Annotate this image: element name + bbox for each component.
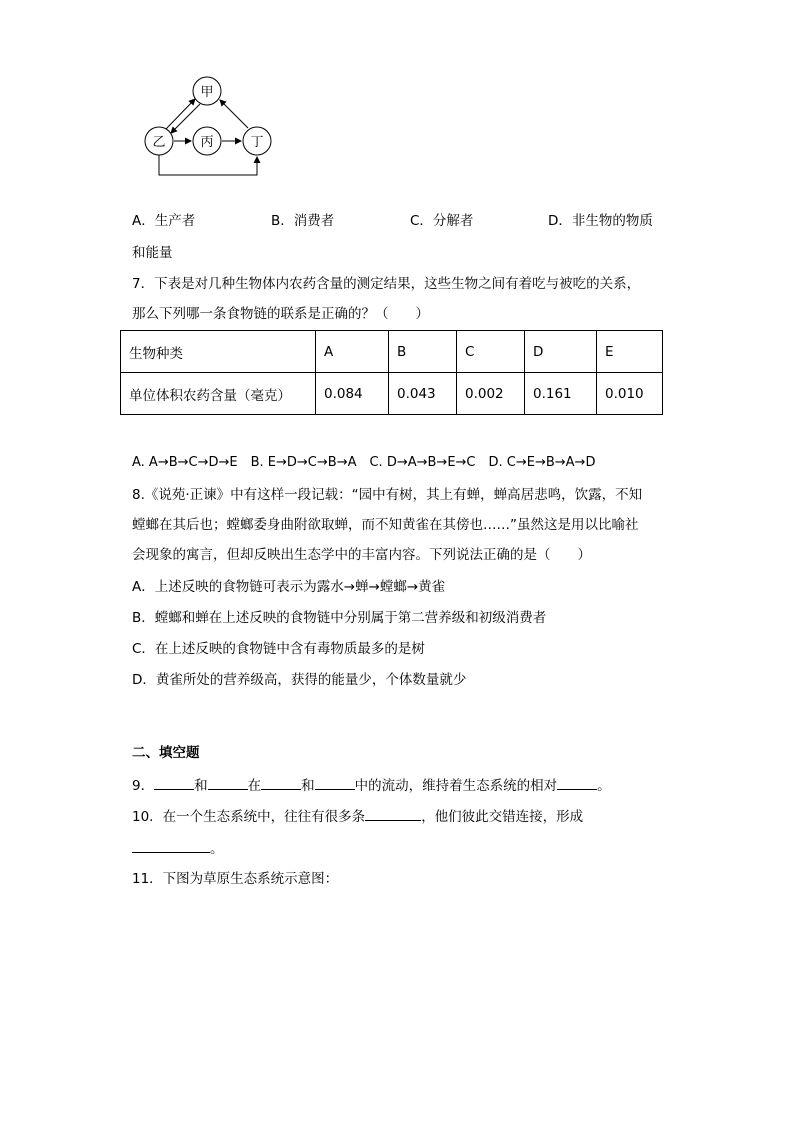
- arrow-yi-to-ding-bottom: [159, 155, 257, 175]
- q9-blank-1[interactable]: [154, 775, 194, 790]
- q6-option-c: C．分解者: [410, 213, 474, 229]
- q9-number: 9．: [132, 778, 155, 794]
- q9-word-3: 和: [301, 778, 315, 794]
- q9-blank-5[interactable]: [557, 775, 597, 790]
- q11-stem: 11．下图为草原生态系统示意图：: [132, 871, 339, 887]
- node-yi-label: 乙: [152, 135, 166, 150]
- table-species-b: B: [389, 331, 457, 373]
- node-ding-label: 丁: [250, 135, 264, 150]
- q8-option-b: B．螳螂和蝉在上述反映的食物链中分别属于第二营养级和初级消费者: [132, 610, 547, 626]
- table-value-b: 0.043: [389, 373, 457, 415]
- q8-stem-line1: 8.《说苑·正谏》中有这样一段记载：“园中有树，其上有蝉，蝉高居悲鸣，饮露，不知: [132, 487, 643, 503]
- q9-end: 。: [597, 778, 611, 794]
- q7-options: A. A→B→C→D→E B. E→D→C→B→A C. D→A→B→E→C D. C→E→B→A→D: [132, 455, 596, 470]
- q9-word-2: 在: [247, 778, 262, 794]
- arrow-ding-to-jia: [220, 100, 248, 128]
- q8-option-c: C．在上述反映的食物链中含有毒物质最多的是树: [132, 641, 425, 657]
- table-species-d: D: [525, 331, 597, 373]
- q10-line2: [132, 838, 224, 859]
- table-value-c: 0.002: [457, 373, 525, 415]
- q10-mid: ，他们彼此交错连接，形成: [421, 809, 584, 825]
- q6-option-d-continued: 和能量: [132, 245, 173, 261]
- q9-blank-4[interactable]: [315, 775, 355, 790]
- table-species-c: C: [457, 331, 525, 373]
- q10-blank-1[interactable]: [365, 806, 421, 821]
- table-row-header: [121, 331, 663, 373]
- table-row-label: 单位体积农药含量（毫克）: [121, 373, 316, 415]
- q9-word-4: 中的流动，维持着生态系统的相对: [354, 778, 558, 794]
- section-heading-fill-blank: 二、填空题: [132, 745, 200, 761]
- food-web-svg: [128, 66, 288, 186]
- table-value-d: 0.161: [525, 373, 597, 415]
- table-value-e: 0.010: [597, 373, 663, 415]
- food-web-diagram: [128, 66, 288, 186]
- q9-word-1: 和: [194, 778, 208, 794]
- q8-stem-line3: 会现象的寓言，但却反映出生态学中的丰富内容。下列说法正确的是（ ）: [132, 547, 591, 563]
- q10-blank-2[interactable]: [132, 838, 210, 853]
- q8-stem-line2: 螳螂在其后也；螳螂委身曲附欲取蝉，而不知黄雀在其傍也……”虽然这是用以比喻社: [132, 517, 639, 533]
- q6-option-b: B．消费者: [271, 213, 335, 229]
- q10-end: 。: [210, 841, 224, 857]
- pesticide-table: [120, 330, 663, 415]
- q6-option-a: A．生产者: [132, 213, 196, 229]
- table-value-a: 0.084: [316, 373, 389, 415]
- q10-start: 10．在一个生态系统中，往往有很多条: [132, 809, 366, 825]
- table-species-a: A: [316, 331, 389, 373]
- q8-option-d: D．黄雀所处的营养级高，获得的能量少，个体数量就少: [132, 672, 467, 688]
- q7-stem-line1: 7．下表是对几种生物体内农药含量的测定结果，这些生物之间有着吃与被吃的关系，: [132, 276, 641, 292]
- node-bing-label: 丙: [200, 135, 214, 150]
- q8-option-a: A．上述反映的食物链可表示为露水→蝉→螳螂→黄雀: [132, 579, 446, 595]
- q7-stem-line2: 那么下列哪一条食物链的联系是正确的？（ ）: [132, 306, 429, 322]
- table-species-e: E: [597, 331, 663, 373]
- node-jia-label: 甲: [200, 85, 214, 100]
- q9-blank-2[interactable]: [208, 775, 248, 790]
- q10-line1: [132, 806, 583, 827]
- q9-blank-3[interactable]: [261, 775, 301, 790]
- q6-option-d: D．非生物的物质: [548, 213, 653, 229]
- table-row-values: [121, 373, 663, 415]
- table-header-label: 生物种类: [121, 331, 316, 373]
- q9: [132, 775, 611, 796]
